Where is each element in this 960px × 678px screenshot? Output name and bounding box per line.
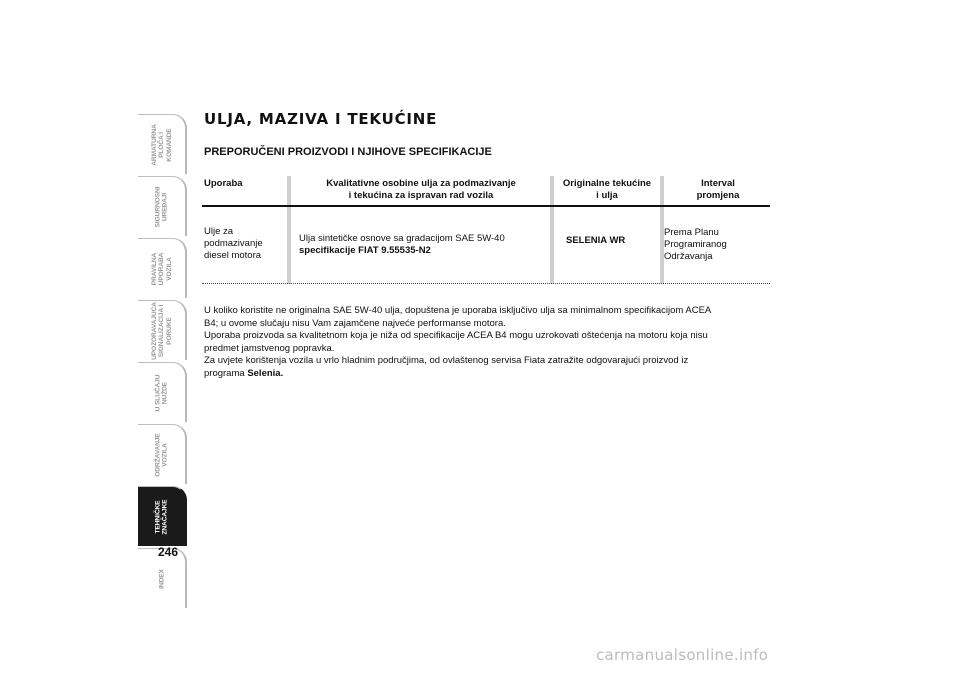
tab-label: SIGURNOSNI UREĐAJI [154,186,169,227]
tab-label: UPOZORAVAJUĆA SIGNALIZACIJA I PORUKE [150,301,173,360]
header-quality-line1: Kvalitativne osobine ulja za podmazivanje [326,178,516,189]
header-usage-text: Uporaba [204,178,243,189]
specifications-table [202,176,770,284]
tab-label: U SLUČAJU NUŽDE [154,374,169,411]
header-interval [666,178,770,202]
cell-interval-line2: Programiranog [664,239,727,250]
tab-label: INDEX [157,568,165,589]
column-separator [550,176,554,284]
cell-usage-line1: Ulje za [204,226,234,237]
tab-tehnicke-znacajke[interactable] [138,486,187,546]
header-original-line2: i ulja [596,190,618,201]
notes-line: B4; u ovome slučaju nisu Vam zajamčene najveće performanse motora. [204,317,506,329]
watermark: carmanualsonline.info [596,646,769,664]
cell-quality [299,233,505,257]
cell-quality-line1: Ulja sintetičke osnove sa gradacijom SAE 5W-40 [299,233,505,244]
notes-paragraph [204,305,770,380]
tab-armaturna-ploca[interactable] [138,114,187,174]
tab-label: ARMATURNA PLOČA I KOMANDE [150,123,173,166]
tab-upozoravajuca-signalizacija[interactable] [138,300,187,360]
header-original [556,178,658,202]
tab-odrzavanje-vozila[interactable] [138,424,187,484]
selenia-emphasis: Selenia. [247,367,284,379]
header-usage [204,178,243,190]
header-quality [294,178,548,202]
cell-quality-line2: specifikacije FIAT 9.55535-N2 [299,245,431,256]
notes-line: U koliko koristite ne originalna SAE 5W-40 ulja, dopuštena je uporaba isključivo ulja sa minimalnom specifikacijom ACEA [204,305,712,316]
cell-interval-line1: Prema Planu [664,227,719,238]
column-separator [287,176,291,284]
section-subtitle: PREPORUČENI PROIZVODI I NJIHOVE SPECIFIKACIJE [204,146,492,158]
notes-line: predmet jamstvenog popravka. [204,342,335,354]
tab-pravilna-uporaba[interactable] [138,238,187,298]
cell-interval [664,227,727,263]
tab-sigurnosni-uredaji[interactable] [138,176,187,236]
header-interval-line1: Interval [701,178,735,189]
tab-label: ODRŽAVANJE VOZILA [154,432,169,477]
cell-interval-line3: Održavanja [664,251,713,262]
header-interval-line2: promjena [696,190,740,201]
cell-usage-line3: diesel motora [204,250,262,261]
cell-original: SELENIA WR [566,235,626,246]
tab-label: PRAVILNA UPORABA VOZILA [150,252,173,285]
table-bottom-rule [202,283,770,284]
page-number: 246 [158,545,179,559]
header-rule [202,205,770,207]
cell-usage [204,226,263,262]
notes-line-prefix: programa [204,367,248,379]
cell-usage-line2: podmazivanje [204,238,263,249]
notes-line: Za uvjete korištenja vozila u vrlo hladnim područjima, od ovlaštenog servisa Fiata zatražite odgovarajući proizvod iz [204,355,689,366]
header-quality-line2: i tekućina za ispravan rad vozila [348,190,494,201]
notes-line-last [204,368,770,381]
header-original-line1: Originalne tekućine [562,178,652,189]
tab-label: TEHNIČKE ZNAČAJKE [154,498,169,535]
notes-line: Uporaba proizvoda sa kvalitetnom koja je niža od specifikacije ACEA B4 mogu uzrokovati oštećenja na motoru koja nisu [204,330,708,341]
page-title: ULJA, MAZIVA I TEKUĆINE [204,110,438,128]
tab-u-slucaju-nuzde[interactable] [138,362,187,422]
